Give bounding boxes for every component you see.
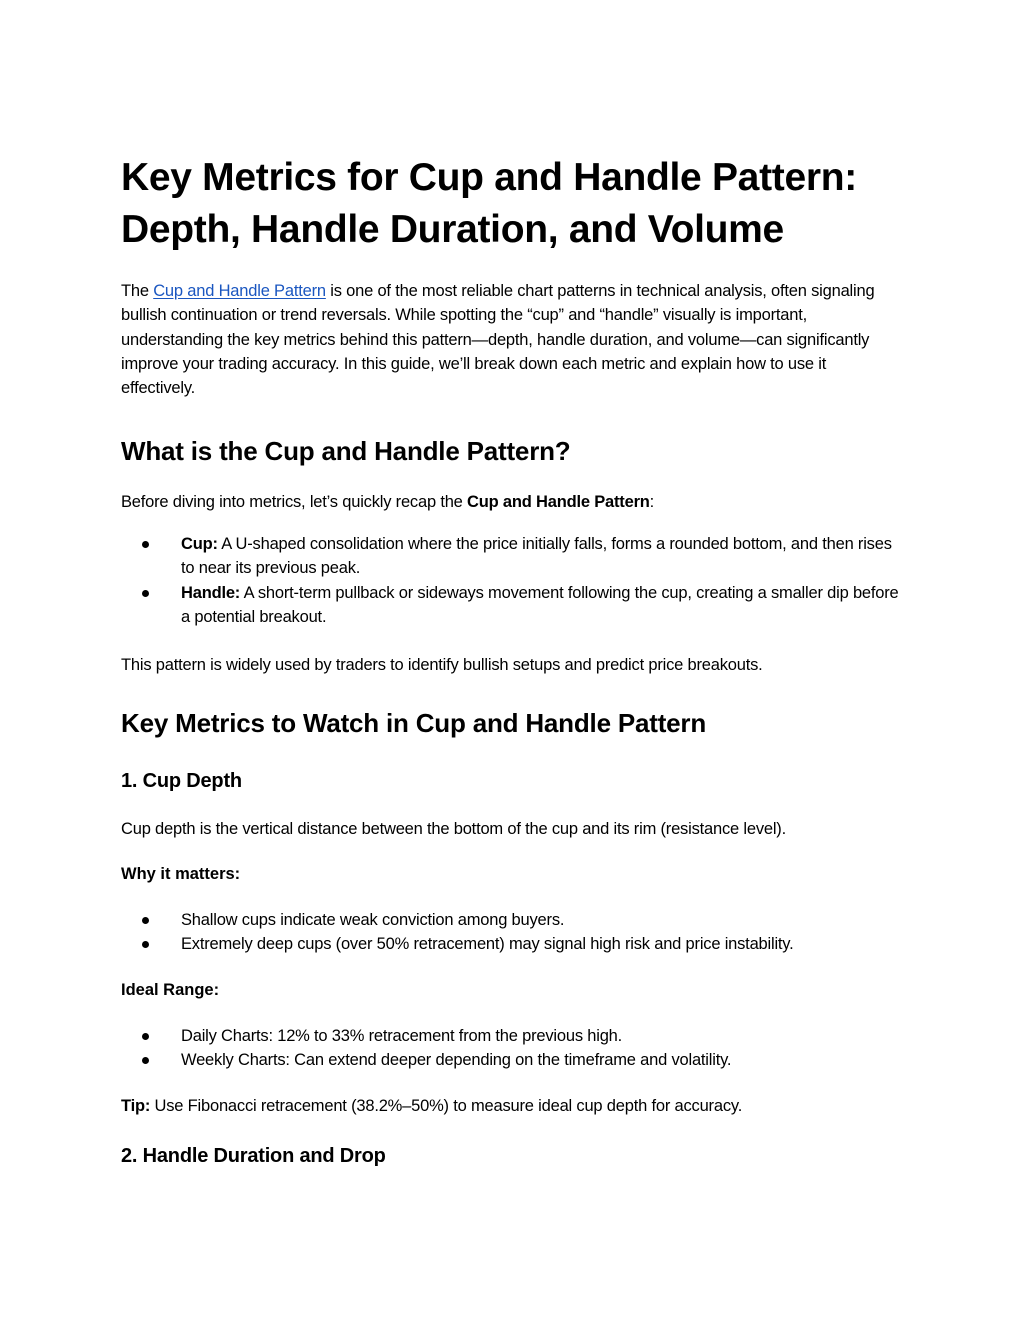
list-item	[121, 1024, 901, 1048]
recap-lead-suffix: :	[649, 493, 655, 511]
recap-lead-paragraph	[121, 490, 654, 514]
list-item	[121, 932, 901, 956]
tip-paragraph	[121, 1094, 742, 1118]
intro-paragraph	[121, 279, 896, 400]
desc-cup: A U-shaped consolidation where the price initially falls, forms a rounded bottom, and then rises to near its previous peak.	[181, 535, 892, 578]
tip-label: Tip:	[121, 1097, 151, 1115]
page-title	[121, 152, 901, 256]
why-bullet-text: Shallow cups indicate weak conviction among buyers.	[181, 911, 565, 929]
pattern-closing-paragraph: This pattern is widely used by traders to identify bullish setups and predict price breakouts.	[121, 656, 763, 674]
bullet-icon	[142, 1033, 149, 1040]
pattern-parts-list	[121, 532, 901, 629]
ideal-range-list	[121, 1024, 901, 1073]
bullet-icon	[142, 541, 149, 548]
recap-lead-prefix: Before diving into metrics, let’s quickly recap the	[121, 493, 468, 511]
intro-prefix: The	[121, 282, 154, 300]
cup-and-handle-link[interactable]: Cup and Handle Pattern	[153, 282, 326, 300]
tip-text: Use Fibonacci retracement (38.2%–50%) to measure ideal cup depth for accuracy.	[150, 1097, 743, 1115]
section-heading-what-is: What is the Cup and Handle Pattern?	[121, 436, 571, 466]
list-item-cup	[121, 532, 901, 581]
range-bullet-text: Daily Charts: 12% to 33% retracement from the previous high.	[181, 1027, 623, 1045]
list-item	[121, 1048, 901, 1072]
bullet-icon	[142, 941, 149, 948]
why-it-matters-list	[121, 908, 901, 957]
desc-handle: A short-term pullback or sideways movement following the cup, creating a smaller dip before a potential breakout.	[181, 583, 899, 626]
range-bullet-text: Weekly Charts: Can extend deeper depending on the timeframe and volatility.	[181, 1051, 732, 1070]
term-cup: Cup:	[181, 535, 218, 553]
why-it-matters-label: Why it matters:	[121, 865, 241, 883]
list-item	[121, 908, 901, 932]
subheading-cup-depth: 1. Cup Depth	[121, 770, 242, 792]
title-line-1: Key Metrics for Cup and Handle Pattern:	[121, 156, 857, 199]
subheading-handle-duration: 2. Handle Duration and Drop	[121, 1145, 386, 1167]
ideal-range-label: Ideal Range:	[121, 981, 220, 999]
term-handle: Handle:	[181, 583, 241, 602]
cup-depth-definition: Cup depth is the vertical distance between the bottom of the cup and its rim (resistance level).	[121, 820, 786, 838]
title-line-2: Depth, Handle Duration, and Volume	[121, 208, 784, 251]
bullet-icon	[142, 590, 149, 597]
section-heading-key-metrics: Key Metrics to Watch in Cup and Handle Pattern	[121, 708, 707, 738]
recap-lead-bold: Cup and Handle Pattern	[467, 493, 650, 511]
list-item-handle	[121, 581, 901, 630]
bullet-icon	[142, 917, 149, 924]
intro-body: is one of the most reliable chart patterns in technical analysis, often signaling bullish continuation or trend reversals. While spotting the “cup” and “handle” visually is important, understanding the key metrics behind this pattern—depth, handle duration, and volume—can significantly improve your trading accuracy. In this guide, we’ll break down each metric and explain how to use it effectively.	[121, 282, 875, 398]
bullet-icon	[142, 1057, 149, 1064]
why-bullet-text: Extremely deep cups (over 50% retracement) may signal high risk and price instability.	[181, 935, 794, 954]
